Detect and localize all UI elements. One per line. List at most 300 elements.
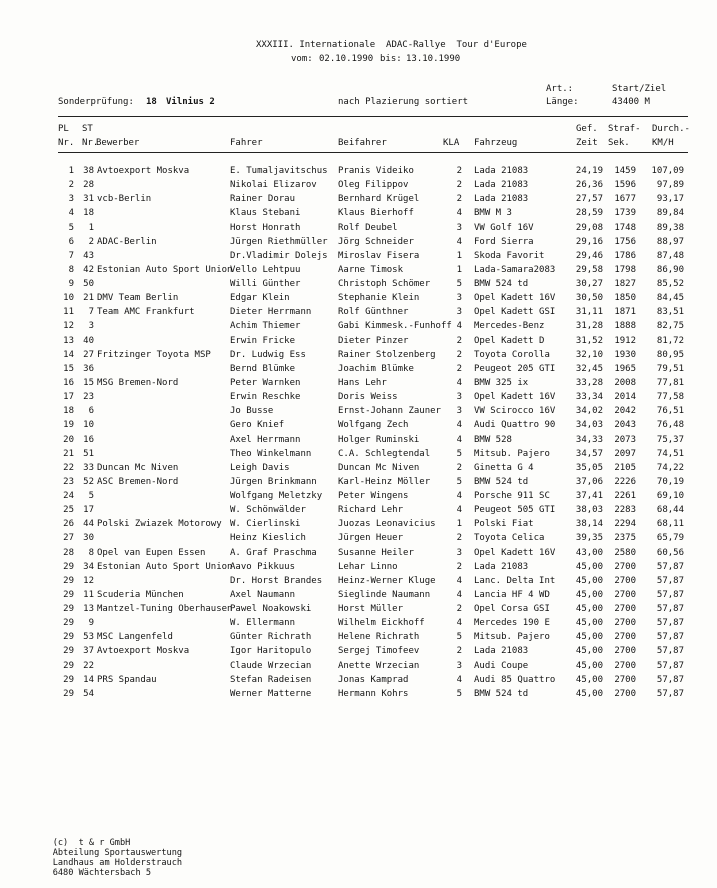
cell-fahrzeug: Lada 21083 bbox=[474, 194, 529, 205]
cell-fahrer: E. Tumaljavitschus bbox=[230, 166, 328, 176]
cell-st: 21 bbox=[83, 293, 94, 304]
cell-kla: 4 bbox=[456, 378, 462, 388]
table-row bbox=[0, 420, 717, 431]
cell-zeit: 34,02 bbox=[575, 406, 603, 417]
cell-bewerber: Team AMC Frankfurt bbox=[97, 307, 195, 318]
cell-sek: 1888 bbox=[614, 321, 636, 332]
cell-kmh: 74,22 bbox=[656, 462, 684, 473]
cell-st: 27 bbox=[83, 349, 94, 360]
cell-pl: 25 bbox=[63, 505, 74, 516]
cell-kmh: 57,87 bbox=[656, 575, 684, 586]
table-row bbox=[0, 463, 717, 474]
cell-fahrer: Dr. Horst Brandes bbox=[230, 575, 323, 586]
cell-kmh: 83,51 bbox=[656, 307, 684, 318]
cell-pl: 10 bbox=[63, 293, 74, 304]
cell-pl: 13 bbox=[63, 335, 74, 346]
cell-fahrer: Wolfgang Meletzky bbox=[230, 491, 323, 501]
cell-beifahrer: Helene Richrath bbox=[338, 632, 420, 643]
cell-fahrer: Axel Herrmann bbox=[230, 434, 301, 445]
cell-pl: 11 bbox=[63, 307, 74, 318]
cell-bewerber: Avtoexport Moskva bbox=[97, 646, 190, 657]
cell-st: 50 bbox=[83, 279, 94, 289]
cell-fahrzeug: Ford Sierra bbox=[474, 236, 534, 247]
cell-beifahrer: Jörg Schneider bbox=[338, 236, 414, 247]
cell-kla: 3 bbox=[456, 293, 462, 304]
cell-sek: 1912 bbox=[614, 335, 636, 346]
cell-fahrzeug: Lancia HF 4 WD bbox=[474, 589, 550, 600]
table-row bbox=[0, 166, 717, 177]
cell-fahrer: Nikolai Elizarov bbox=[230, 180, 317, 191]
cell-fahrzeug: Toyota Corolla bbox=[474, 349, 550, 360]
col-kla: KLA bbox=[443, 138, 460, 148]
cell-kmh: 75,37 bbox=[656, 434, 684, 445]
cell-pl: 3 bbox=[68, 194, 74, 205]
col-st-nr: Nr. bbox=[82, 138, 99, 148]
table-row bbox=[0, 336, 717, 347]
cell-kla: 4 bbox=[456, 321, 462, 332]
footer-company: (c) t & r GmbH bbox=[52, 838, 131, 848]
cell-zeit: 31,28 bbox=[575, 321, 603, 332]
cell-zeit: 30,50 bbox=[575, 293, 603, 304]
cell-kla: 2 bbox=[456, 166, 462, 176]
cell-sek: 2700 bbox=[614, 589, 636, 600]
cell-fahrzeug: BMW 524 td bbox=[474, 279, 529, 289]
cell-kla: 2 bbox=[456, 561, 462, 572]
header-rule-top bbox=[58, 116, 688, 117]
cell-pl: 14 bbox=[63, 349, 74, 360]
cell-zeit: 45,00 bbox=[575, 632, 603, 643]
cell-st: 13 bbox=[83, 604, 94, 614]
cell-bewerber: MSC Langenfeld bbox=[97, 632, 173, 643]
cell-kmh: 84,45 bbox=[656, 293, 684, 304]
cell-fahrzeug: Mitsub. Pajero bbox=[474, 448, 550, 459]
cell-beifahrer: Richard Lehr bbox=[338, 505, 404, 516]
cell-kla: 2 bbox=[456, 646, 462, 657]
cell-beifahrer: Jonas Kamprad bbox=[338, 674, 409, 685]
cell-kmh: 81,72 bbox=[656, 335, 684, 346]
cell-beifahrer: Lehar Linno bbox=[338, 561, 398, 572]
table-row bbox=[0, 632, 717, 643]
cell-kla: 4 bbox=[456, 236, 462, 247]
cell-pl: 29 bbox=[63, 674, 74, 685]
cell-zeit: 35,05 bbox=[575, 462, 603, 473]
cell-st: 5 bbox=[88, 491, 94, 501]
cell-beifahrer: Ernst-Johann Zauner bbox=[338, 406, 441, 417]
cell-fahrer: Horst Honrath bbox=[230, 222, 301, 233]
cell-pl: 27 bbox=[63, 533, 74, 544]
table-row bbox=[0, 618, 717, 629]
cell-st: 22 bbox=[83, 660, 94, 671]
cell-fahrer: W. Cierlinski bbox=[230, 519, 301, 530]
cell-fahrzeug: Porsche 911 SC bbox=[474, 491, 550, 501]
cell-fahrzeug: Mitsub. Pajero bbox=[474, 632, 550, 643]
col-fahrzeug: Fahrzeug bbox=[474, 138, 518, 148]
cell-st: 10 bbox=[83, 420, 94, 431]
cell-fahrer: Stefan Radeisen bbox=[230, 674, 312, 685]
cell-beifahrer: Sergej Timofeev bbox=[338, 646, 420, 657]
cell-sek: 2700 bbox=[614, 674, 636, 685]
cell-kmh: 97,89 bbox=[656, 180, 684, 191]
table-row bbox=[0, 293, 717, 304]
cell-st: 40 bbox=[83, 335, 94, 346]
cell-zeit: 45,00 bbox=[575, 674, 603, 685]
cell-fahrzeug: Peugeot 505 GTI bbox=[474, 505, 556, 516]
cell-fahrer: Leigh Davis bbox=[230, 462, 290, 473]
cell-beifahrer: Dieter Pinzer bbox=[338, 335, 409, 346]
cell-sek: 2294 bbox=[614, 519, 636, 530]
cell-pl: 17 bbox=[63, 392, 74, 403]
cell-kmh: 70,19 bbox=[656, 476, 684, 487]
cell-beifahrer: Hans Lehr bbox=[338, 378, 387, 388]
cell-bewerber: vcb-Berlin bbox=[97, 194, 152, 205]
cell-st: 16 bbox=[83, 434, 94, 445]
cell-kmh: 86,90 bbox=[656, 264, 684, 275]
cell-st: 9 bbox=[88, 618, 94, 629]
cell-kla: 2 bbox=[456, 194, 462, 205]
cell-zeit: 45,00 bbox=[575, 646, 603, 657]
cell-bewerber: Duncan Mc Niven bbox=[97, 462, 179, 473]
cell-pl: 29 bbox=[63, 618, 74, 629]
cell-kla: 4 bbox=[456, 575, 462, 586]
cell-pl: 28 bbox=[63, 547, 74, 558]
cell-bewerber: Polski Zwiazek Motorowy bbox=[97, 519, 222, 530]
cell-sek: 1756 bbox=[614, 236, 636, 247]
col-zeit: Zeit bbox=[576, 138, 598, 148]
cell-bewerber: Estonian Auto Sport Union bbox=[97, 561, 233, 572]
cell-kmh: 74,51 bbox=[656, 448, 684, 459]
cell-bewerber: Opel van Eupen Essen bbox=[97, 547, 206, 558]
cell-pl: 20 bbox=[63, 434, 74, 445]
cell-bewerber: DMV Team Berlin bbox=[97, 293, 179, 304]
table-row bbox=[0, 661, 717, 672]
cell-kmh: 87,48 bbox=[656, 250, 684, 261]
cell-kla: 2 bbox=[456, 604, 462, 614]
col-straf: Straf- bbox=[608, 124, 641, 134]
cell-kla: 4 bbox=[456, 674, 462, 685]
col-gef: Gef. bbox=[576, 124, 598, 134]
cell-kla: 4 bbox=[456, 505, 462, 516]
cell-pl: 29 bbox=[63, 632, 74, 643]
cell-zeit: 29,58 bbox=[575, 264, 603, 275]
cell-fahrzeug: Peugeot 205 GTI bbox=[474, 363, 556, 374]
cell-kmh: 77,58 bbox=[656, 392, 684, 403]
cell-pl: 1 bbox=[68, 166, 74, 176]
cell-kmh: 57,87 bbox=[656, 674, 684, 685]
cell-fahrer: Rainer Dorau bbox=[230, 194, 296, 205]
cell-fahrer: Claude Wrzecian bbox=[230, 660, 312, 671]
cell-fahrzeug: Lada 21083 bbox=[474, 561, 529, 572]
cell-fahrer: Aavo Pikkuus bbox=[230, 561, 296, 572]
cell-bewerber: Estonian Auto Sport Union bbox=[97, 264, 233, 275]
cell-kla: 2 bbox=[456, 180, 462, 191]
cell-st: 18 bbox=[83, 208, 94, 219]
cell-sek: 2700 bbox=[614, 561, 636, 572]
cell-pl: 29 bbox=[63, 575, 74, 586]
cell-kla: 4 bbox=[456, 589, 462, 600]
cell-beifahrer: Juozas Leonavicius bbox=[338, 519, 436, 530]
table-row bbox=[0, 435, 717, 446]
cell-pl: 16 bbox=[63, 378, 74, 388]
cell-pl: 12 bbox=[63, 321, 74, 332]
cell-sek: 1459 bbox=[614, 166, 636, 176]
cell-kmh: 89,38 bbox=[656, 222, 684, 233]
cell-fahrzeug: BMW 524 td bbox=[474, 688, 529, 699]
cell-sek: 1677 bbox=[614, 194, 636, 205]
cell-zeit: 43,00 bbox=[575, 547, 603, 558]
table-row bbox=[0, 350, 717, 361]
cell-sek: 2375 bbox=[614, 533, 636, 544]
cell-st: 3 bbox=[88, 321, 94, 332]
cell-fahrzeug: VW Scirocco 16V bbox=[474, 406, 556, 417]
cell-fahrzeug: Audi 85 Quattro bbox=[474, 674, 556, 685]
cell-st: 6 bbox=[88, 406, 94, 417]
cell-pl: 21 bbox=[63, 448, 74, 459]
cell-kla: 4 bbox=[456, 491, 462, 501]
cell-fahrzeug: Lada 21083 bbox=[474, 166, 529, 176]
footer bbox=[32, 828, 196, 888]
col-durch: Durch.- bbox=[652, 124, 690, 134]
cell-fahrzeug: Audi Quattro 90 bbox=[474, 420, 556, 431]
dates-from-label: vom: bbox=[291, 54, 313, 64]
cell-zeit: 33,34 bbox=[575, 392, 603, 403]
cell-zeit: 27,57 bbox=[575, 194, 603, 205]
event-title: XXXIII. Internationale ADAC-Rallye Tour d'Europe bbox=[256, 40, 527, 50]
cell-zeit: 38,03 bbox=[575, 505, 603, 516]
table-row bbox=[0, 321, 717, 332]
cell-zeit: 31,52 bbox=[575, 335, 603, 346]
cell-kmh: 57,87 bbox=[656, 618, 684, 629]
table-row bbox=[0, 519, 717, 530]
cell-kla: 3 bbox=[456, 406, 462, 417]
table-row bbox=[0, 562, 717, 573]
cell-pl: 4 bbox=[68, 208, 74, 219]
laenge-label: Länge: bbox=[546, 97, 579, 107]
col-st: ST bbox=[82, 124, 93, 134]
cell-zeit: 29,46 bbox=[575, 250, 603, 261]
cell-zeit: 29,08 bbox=[575, 222, 603, 233]
cell-st: 8 bbox=[88, 547, 94, 558]
table-row bbox=[0, 364, 717, 375]
col-beifahrer: Beifahrer bbox=[338, 138, 387, 148]
cell-kla: 2 bbox=[456, 335, 462, 346]
cell-kla: 3 bbox=[456, 307, 462, 318]
cell-pl: 2 bbox=[68, 180, 74, 191]
cell-kmh: 57,87 bbox=[656, 660, 684, 671]
cell-beifahrer: Miroslav Fisera bbox=[338, 250, 420, 261]
cell-zeit: 32,10 bbox=[575, 349, 603, 360]
cell-st: 54 bbox=[83, 688, 94, 699]
cell-pl: 24 bbox=[63, 491, 74, 501]
cell-zeit: 45,00 bbox=[575, 660, 603, 671]
dates-to: 13.10.1990 bbox=[406, 54, 461, 64]
sort-note: nach Plazierung sortiert bbox=[338, 97, 469, 107]
cell-st: 1 bbox=[88, 222, 94, 233]
cell-pl: 29 bbox=[63, 589, 74, 600]
cell-beifahrer: Klaus Bierhoff bbox=[338, 208, 414, 219]
table-row bbox=[0, 392, 717, 403]
cell-st: 38 bbox=[83, 166, 94, 176]
cell-kla: 4 bbox=[456, 420, 462, 431]
stage-name: Vilnius 2 bbox=[166, 97, 215, 107]
cell-kmh: 68,11 bbox=[656, 519, 684, 530]
cell-fahrer: Theo Winkelmann bbox=[230, 448, 312, 459]
cell-st: 33 bbox=[83, 462, 94, 473]
cell-beifahrer: Jürgen Heuer bbox=[338, 533, 404, 544]
cell-kla: 4 bbox=[456, 208, 462, 219]
table-row bbox=[0, 590, 717, 601]
cell-kmh: 79,51 bbox=[656, 363, 684, 374]
cell-kmh: 57,87 bbox=[656, 604, 684, 614]
cell-fahrer: Dieter Herrmann bbox=[230, 307, 312, 318]
cell-zeit: 37,06 bbox=[575, 476, 603, 487]
cell-sek: 2226 bbox=[614, 476, 636, 487]
cell-zeit: 45,00 bbox=[575, 589, 603, 600]
table-row bbox=[0, 378, 717, 389]
cell-pl: 26 bbox=[63, 519, 74, 530]
cell-fahrer: Bernd Blümke bbox=[230, 363, 296, 374]
art-value: Start/Ziel bbox=[612, 84, 667, 94]
col-fahrer: Fahrer bbox=[230, 138, 263, 148]
cell-sek: 2700 bbox=[614, 646, 636, 657]
cell-bewerber: ASC Bremen-Nord bbox=[97, 476, 179, 487]
cell-sek: 2700 bbox=[614, 688, 636, 699]
cell-sek: 2073 bbox=[614, 434, 636, 445]
cell-st: 34 bbox=[83, 561, 94, 572]
table-row bbox=[0, 237, 717, 248]
cell-fahrer: Dr.Vladimir Dolejs bbox=[230, 250, 328, 261]
cell-zeit: 45,00 bbox=[575, 604, 603, 614]
cell-fahrer: Peter Warnken bbox=[230, 378, 301, 388]
cell-sek: 2014 bbox=[614, 392, 636, 403]
cell-kmh: 85,52 bbox=[656, 279, 684, 289]
table-row bbox=[0, 449, 717, 460]
cell-zeit: 34,33 bbox=[575, 434, 603, 445]
cell-fahrzeug: Lada-Samara2083 bbox=[474, 264, 556, 275]
cell-kla: 4 bbox=[456, 434, 462, 445]
table-row bbox=[0, 406, 717, 417]
cell-sek: 2700 bbox=[614, 660, 636, 671]
cell-fahrer: Jürgen Brinkmann bbox=[230, 476, 317, 487]
cell-pl: 6 bbox=[68, 236, 74, 247]
cell-fahrzeug: BMW 528 bbox=[474, 434, 512, 445]
cell-fahrer: A. Graf Praschma bbox=[230, 547, 317, 558]
cell-beifahrer: Hermann Kohrs bbox=[338, 688, 409, 699]
cell-sek: 2008 bbox=[614, 378, 636, 388]
cell-kmh: 80,95 bbox=[656, 349, 684, 360]
cell-beifahrer: Pranis Videiko bbox=[338, 166, 414, 176]
table-row bbox=[0, 223, 717, 234]
cell-zeit: 39,35 bbox=[575, 533, 603, 544]
cell-kmh: 69,10 bbox=[656, 491, 684, 501]
cell-fahrzeug: Audi Coupe bbox=[474, 660, 529, 671]
cell-zeit: 34,03 bbox=[575, 420, 603, 431]
cell-pl: 5 bbox=[68, 222, 74, 233]
table-row bbox=[0, 505, 717, 516]
art-label: Art.: bbox=[546, 84, 574, 94]
cell-st: 43 bbox=[83, 250, 94, 261]
cell-fahrzeug: Opel Kadett 16V bbox=[474, 547, 556, 558]
cell-kla: 3 bbox=[456, 392, 462, 403]
cell-beifahrer: Rolf Günthner bbox=[338, 307, 409, 318]
cell-st: 52 bbox=[83, 476, 94, 487]
col-sek: Sek. bbox=[608, 138, 630, 148]
cell-bewerber: MSG Bremen-Nord bbox=[97, 378, 179, 388]
cell-st: 23 bbox=[83, 392, 94, 403]
cell-fahrer: Axel Naumann bbox=[230, 589, 296, 600]
cell-fahrer: Achim Thiemer bbox=[230, 321, 301, 332]
cell-fahrzeug: Lada 21083 bbox=[474, 646, 529, 657]
cell-kmh: 89,84 bbox=[656, 208, 684, 219]
cell-bewerber: Mantzel-Tuning Oberhausen bbox=[97, 604, 233, 614]
cell-zeit: 31,11 bbox=[575, 307, 603, 318]
cell-fahrzeug: BMW M 3 bbox=[474, 208, 512, 219]
cell-fahrer: Erwin Fricke bbox=[230, 335, 296, 346]
cell-kmh: 88,97 bbox=[656, 236, 684, 247]
cell-kmh: 57,87 bbox=[656, 632, 684, 643]
cell-fahrzeug: Mercedes 190 E bbox=[474, 618, 550, 629]
cell-zeit: 26,36 bbox=[575, 180, 603, 191]
cell-sek: 1871 bbox=[614, 307, 636, 318]
cell-beifahrer: Gabi Kimmesk.-Funhoff bbox=[338, 321, 452, 332]
cell-pl: 7 bbox=[68, 250, 74, 261]
cell-fahrer: Igor Haritopulo bbox=[230, 646, 312, 657]
cell-pl: 29 bbox=[63, 646, 74, 657]
cell-fahrer: Dr. Ludwig Ess bbox=[230, 349, 306, 360]
cell-fahrer: Werner Matterne bbox=[230, 688, 312, 699]
cell-kmh: 57,87 bbox=[656, 646, 684, 657]
cell-st: 53 bbox=[83, 632, 94, 643]
cell-sek: 1798 bbox=[614, 264, 636, 275]
col-pl-nr: Nr. bbox=[58, 138, 75, 148]
cell-st: 30 bbox=[83, 533, 94, 544]
table-row bbox=[0, 251, 717, 262]
cell-kla: 1 bbox=[456, 264, 462, 275]
footer-dept: Abteilung Sportauswertung bbox=[52, 848, 183, 858]
cell-fahrer: Günter Richrath bbox=[230, 632, 312, 643]
cell-sek: 2700 bbox=[614, 618, 636, 629]
cell-bewerber: ADAC-Berlin bbox=[97, 236, 157, 247]
cell-pl: 29 bbox=[63, 688, 74, 699]
cell-st: 36 bbox=[83, 363, 94, 374]
cell-fahrzeug: Lanc. Delta Int bbox=[474, 575, 556, 586]
cell-st: 7 bbox=[88, 307, 94, 318]
cell-beifahrer: Christoph Schömer bbox=[338, 279, 431, 289]
footer-city: 6480 Wächtersbach 5 bbox=[52, 868, 152, 878]
cell-fahrer: Heinz Kieslich bbox=[230, 533, 306, 544]
cell-fahrer: Jürgen Riethmüller bbox=[230, 236, 328, 247]
cell-pl: 29 bbox=[63, 604, 74, 614]
header-rule-bottom bbox=[58, 152, 688, 153]
table-row bbox=[0, 180, 717, 191]
cell-fahrzeug: Ginetta G 4 bbox=[474, 462, 534, 473]
cell-sek: 2043 bbox=[614, 420, 636, 431]
cell-fahrzeug: Skoda Favorit bbox=[474, 250, 545, 261]
cell-st: 12 bbox=[83, 575, 94, 586]
cell-zeit: 34,57 bbox=[575, 448, 603, 459]
cell-beifahrer: Aarne Timosk bbox=[338, 264, 404, 275]
cell-sek: 2700 bbox=[614, 575, 636, 586]
cell-sek: 1786 bbox=[614, 250, 636, 261]
table-row bbox=[0, 533, 717, 544]
cell-fahrzeug: Opel Kadett D bbox=[474, 335, 545, 346]
cell-zeit: 45,00 bbox=[575, 618, 603, 629]
cell-fahrer: W. Ellermann bbox=[230, 618, 296, 629]
table-row bbox=[0, 477, 717, 488]
cell-beifahrer: Peter Wingens bbox=[338, 491, 409, 501]
table-row bbox=[0, 548, 717, 559]
cell-kmh: 76,51 bbox=[656, 406, 684, 417]
cell-fahrer: Jo Busse bbox=[230, 406, 274, 417]
